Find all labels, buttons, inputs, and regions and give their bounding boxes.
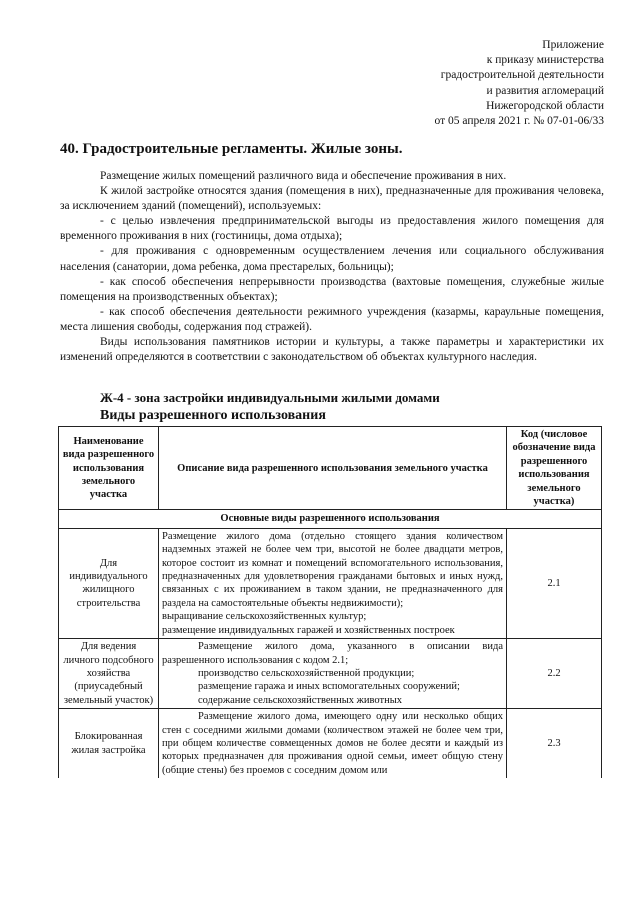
table-row [59, 528, 602, 638]
header-name: Наименование вида разрешенного использования земельного участка [59, 427, 159, 510]
row-name: Для индивидуального жилищного строительства [59, 528, 159, 638]
intro-paragraph: Виды использования памятников истории и культуры, а также параметры и характеристики их изменений определяются в соответствии с законодательством об объектах культурного наследия. [60, 336, 604, 364]
section-label: Основные виды разрешенного использования [59, 510, 602, 528]
table-row [59, 709, 602, 779]
section-heading: 40. Градостроительные регламенты. Жилые зоны. [60, 141, 403, 157]
row-code: 2.2 [507, 639, 602, 709]
table-header-row [59, 427, 602, 510]
row-name: Для ведения личного подсобного хозяйства (приусадебный земельный участок) [59, 639, 159, 709]
description-line: производство сельскохозяйственной продукции; [198, 667, 415, 679]
row-description [159, 528, 507, 638]
description-line: Размещение жилого дома, указанного в описании вида разрешенного использования с кодом 2.1; [162, 641, 503, 666]
appendix-line: от 05 апреля 2021 г. № 07-01-06/33 [434, 115, 604, 128]
appendix-line: к приказу министерства [486, 54, 604, 67]
appendix-line: Нижегородской области [486, 99, 604, 112]
appendix-block [435, 38, 605, 129]
row-description [159, 639, 507, 709]
section-row [59, 510, 602, 528]
header-description: Описание вида разрешенного использования земельного участка [159, 427, 507, 510]
intro-paragraph: К жилой застройке относятся здания (помещения в них), предназначенные для проживания человека, за исключением зданий (помещений), используемых: [60, 185, 604, 213]
description-line: Размещение жилого дома (отдельно стоящего здания количеством надземных этажей не более чем три, высотой не более двадцати метров, которое состоит из комнат и помещений вспомогательного использования, предназначенных для удовлетворения гражданами бытовых и иных нужд, связанных с их проживанием в таком здании, не предназначенного для раздела на самостоятельные объекты недвижимости); [162, 530, 503, 609]
row-code: 2.3 [507, 709, 602, 779]
table-title: Виды разрешенного использования [100, 408, 326, 423]
appendix-line: Приложение [542, 39, 604, 51]
zone-title: Ж-4 - зона застройки индивидуальными жилыми домами [100, 390, 440, 405]
intro-paragraph: - как способ обеспечения деятельности режимного учреждения (казармы, караульные помещения, места лишения свободы, содержания под стражей). [60, 305, 604, 333]
intro-paragraph: - с целью извлечения предпринимательской выгоды из предоставления жилого помещения для временного проживания в них (гостиницы, дома отдыха); [60, 215, 604, 243]
description-line: Размещение жилого дома, имеющего одну или несколько общих стен с соседними жилыми домами (количеством этажей не более чем три, при общем количестве совмещенных домов не более десяти и каждый из которых предназначен для проживания одной семьи, имеет общую стену (общие стены) без проемов с соседним домом или [162, 711, 503, 776]
description-line: размещение гаража и иных вспомогательных сооружений; [198, 681, 460, 693]
description-line: содержание сельскохозяйственных животных [198, 694, 403, 706]
appendix-line: градостроительной деятельности [440, 69, 604, 82]
description-line: выращивание сельскохозяйственных культур; [162, 611, 367, 623]
row-code: 2.1 [507, 528, 602, 638]
appendix-line: и развития агломераций [486, 84, 604, 97]
description-line: размещение индивидуальных гаражей и хозяйственных построек [162, 624, 455, 636]
row-description [159, 709, 507, 779]
table-row [59, 639, 602, 709]
intro-paragraph: - для проживания с одновременным осуществлением лечения или социального обслуживания населения (санатории, дома ребенка, дома престарелых, больницы); [60, 245, 604, 273]
header-code: Код (числовое обозначение вида разрешенного использования земельного участка) [507, 427, 602, 510]
intro-text [60, 169, 604, 365]
row-name: Блокированная жилая застройка [59, 709, 159, 779]
intro-paragraph: Размещение жилых помещений различного вида и обеспечение проживания в них. [100, 170, 507, 182]
land-use-table [58, 426, 602, 778]
intro-paragraph: - как способ обеспечения непрерывности производства (вахтовые помещения, служебные жилые помещения на производственных объектах); [60, 275, 604, 303]
